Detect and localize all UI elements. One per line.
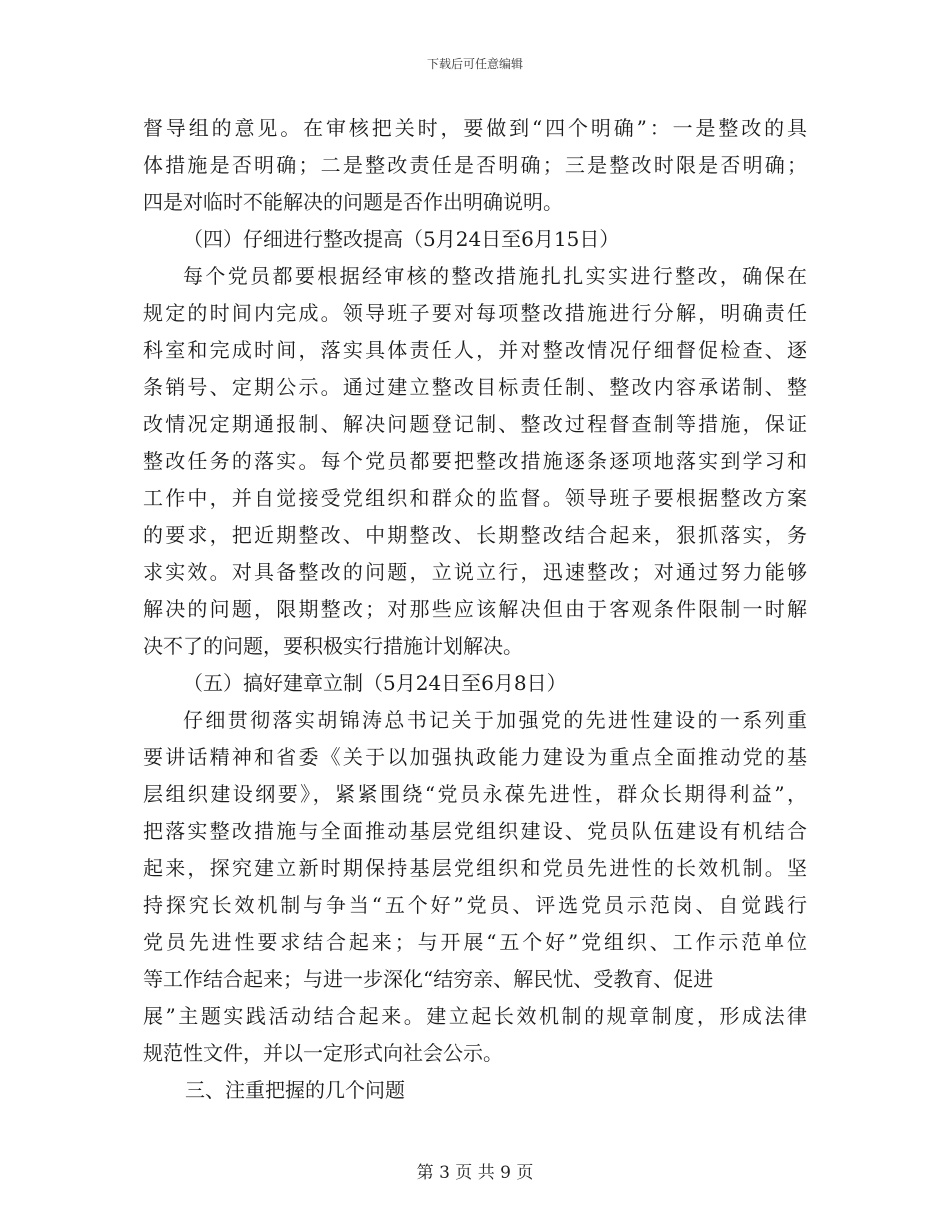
section-heading: （四）仔细进行整改提高（5月24日至6月15日） — [183, 227, 620, 251]
text-line: 党员先进性要求结合起来；与开展“五个好”党组织、工作示范单位 — [143, 930, 807, 954]
text-line: 解决的问题，限期整改；对那些应该解决但由于客观条件限制一时解 — [143, 597, 807, 621]
page-footer: 第 3 页 共 9 页 — [416, 1163, 534, 1183]
text-line: 规定的时间内完成。领导班子要对每项整改措施进行分解，明确责任 — [143, 301, 807, 325]
text-line: 的要求，把近期整改、中期整改、长期整改结合起来，狠抓落实，务 — [143, 523, 807, 547]
text-line: 决不了的问题，要积极实行措施计划解决。 — [143, 634, 523, 658]
page-header: 下载后可任意编辑 — [426, 57, 523, 71]
text-line: 持探究长效机制与争当“五个好”党员、评选党员示范岗、自觉践行 — [143, 893, 807, 917]
text-line: 等工作结合起来；与进一步深化“结穷亲、解民忧、受教育、促进 — [143, 967, 714, 991]
text-line: 每个党员都要根据经审核的整改措施扎扎实实进行整改，确保在 — [183, 264, 807, 288]
text-line: 起来，探究建立新时期保持基层党组织和党员先进性的长效机制。坚 — [143, 856, 807, 880]
text-line: 条销号、定期公示。通过建立整改目标责任制、整改内容承诺制、整 — [143, 375, 807, 399]
text-line: 整改任务的落实。每个党员都要把整改措施逐条逐项地落实到学习和 — [143, 449, 807, 473]
text-line: 仔细贯彻落实胡锦涛总书记关于加强党的先进性建设的一系列重 — [183, 708, 807, 732]
text-line: 体措施是否明确；二是整改责任是否明确；三是整改时限是否明确； — [143, 153, 807, 177]
text-line: 科室和完成时间，落实具体责任人，并对整改情况仔细督促检查、逐 — [143, 338, 807, 362]
text-line: 展”主题实践活动结合起来。建立起长效机制的规章制度，形成法律 — [143, 1004, 807, 1028]
text-line: 四是对临时不能解决的问题是否作出明确说明。 — [143, 190, 563, 214]
text-line: 要讲话精神和省委《关于以加强执政能力建设为重点全面推动党的基 — [143, 745, 807, 769]
text-line: 层组织建设纲要》，紧紧围绕“党员永葆先进性，群众长期得利益”， — [143, 782, 807, 806]
text-line: 把落实整改措施与全面推动基层党组织建设、党员队伍建设有机结合 — [143, 819, 807, 843]
text-line: 督导组的意见。在审核把关时，要做到“四个明确”：一是整改的具 — [143, 116, 807, 140]
section-heading: （五）搞好建章立制（5月24日至6月8日） — [183, 671, 567, 695]
text-line: 改情况定期通报制、解决问题登记制、整改过程督查制等措施，保证 — [143, 412, 807, 436]
text-line: 求实效。对具备整改的问题，立说立行，迅速整改；对通过努力能够 — [143, 560, 807, 584]
text-line: 规范性文件，并以一定形式向社会公示。 — [143, 1041, 503, 1065]
text-line: 工作中，并自觉接受党组织和群众的监督。领导班子要根据整改方案 — [143, 486, 807, 510]
section-heading: 三、注重把握的几个问题 — [185, 1078, 405, 1102]
